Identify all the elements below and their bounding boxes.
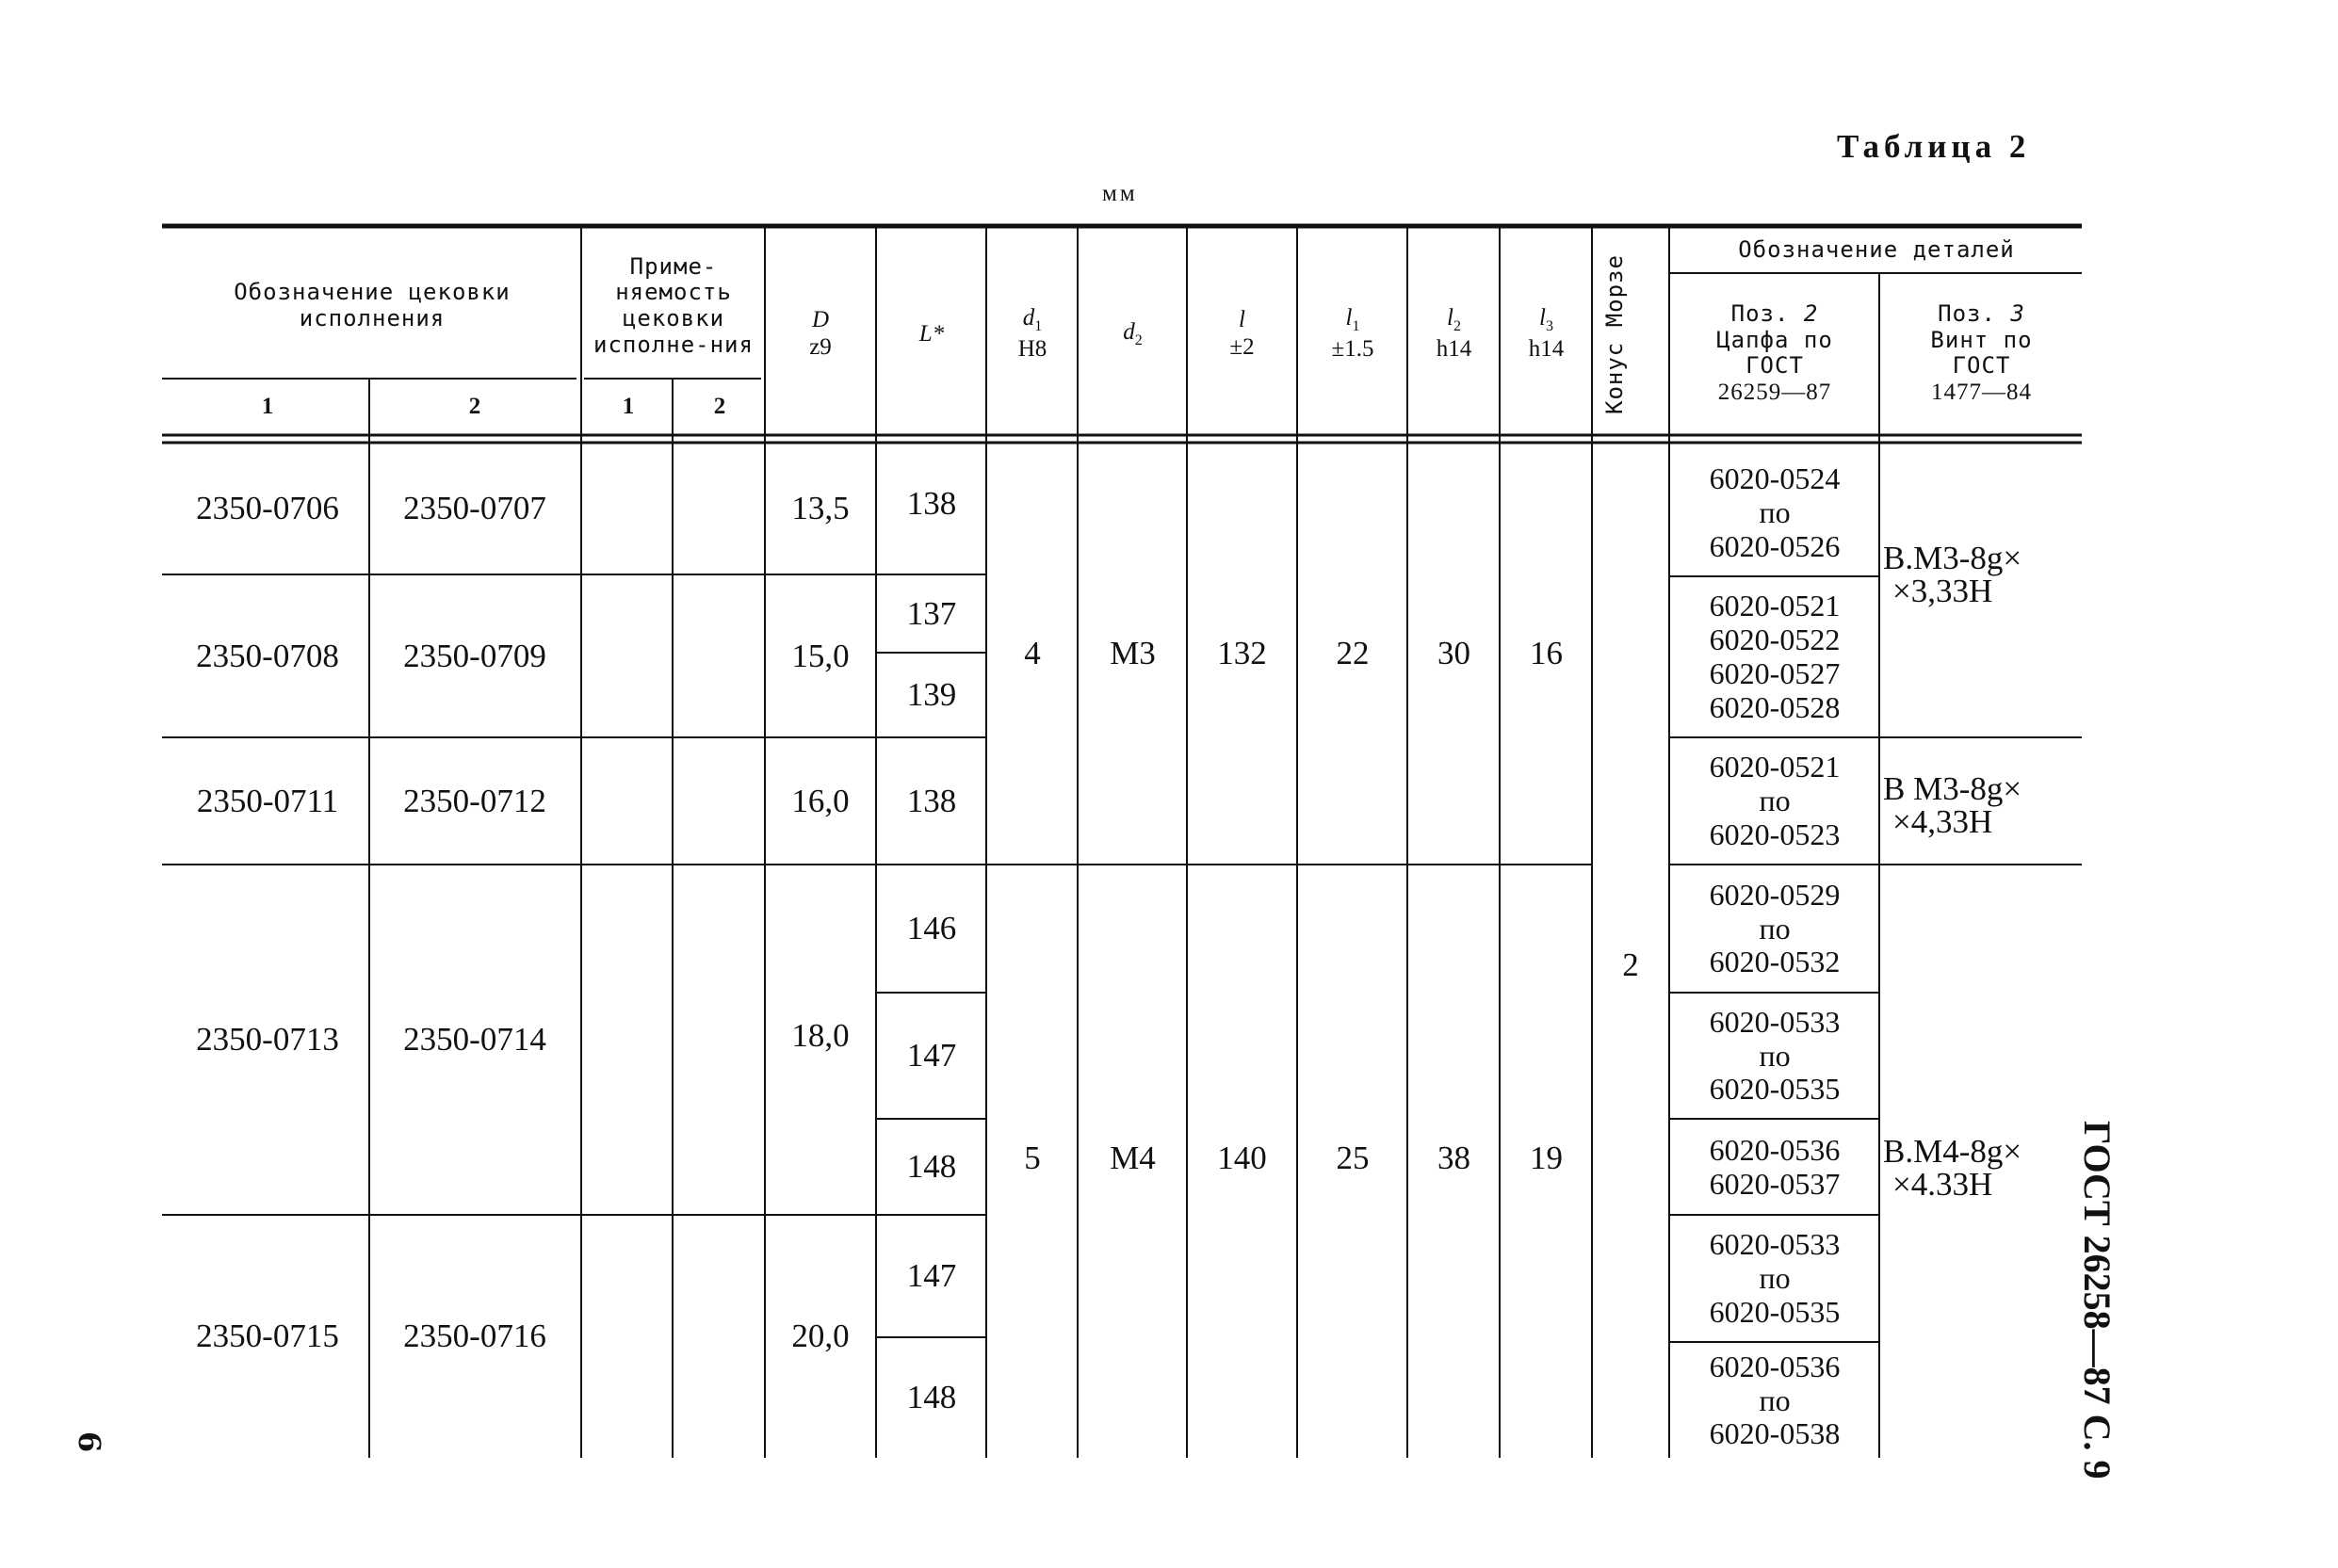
header-l3-symbol: l xyxy=(1539,305,1546,331)
header-applicability: Приме-няемость цековки исполне-ния xyxy=(593,252,754,358)
pos2-group-2 xyxy=(1671,578,1878,736)
header-applicability-sub1: 1 xyxy=(622,394,635,420)
pos2-1c: 6020-0526 xyxy=(1709,528,1841,563)
header-l xyxy=(1189,235,1295,433)
L-value-9: 148 xyxy=(906,1378,957,1415)
header-pos2 xyxy=(1671,275,1878,433)
header-l3-tolerance: h14 xyxy=(1528,335,1565,362)
header-D-symbol: D xyxy=(811,307,830,333)
header-d2-symbol: d xyxy=(1123,318,1135,345)
pos2-5c: 6020-0535 xyxy=(1709,1072,1841,1107)
pos2-7a: 6020-0533 xyxy=(1709,1227,1841,1262)
header-l-tolerance: ±2 xyxy=(1229,334,1255,360)
header-designation-sub1: 1 xyxy=(261,394,274,420)
row1-designation-2: 2350-0707 xyxy=(403,489,546,526)
pos2-group-8 xyxy=(1671,1344,1878,1458)
header-l2-tolerance: h14 xyxy=(1436,335,1472,362)
L-value-4: 138 xyxy=(906,782,957,819)
header-d1-tolerance: H8 xyxy=(1017,335,1047,362)
pos3-3a: B.M4-8g× xyxy=(1883,1133,2022,1170)
header-morse xyxy=(1594,235,1667,433)
header-D xyxy=(767,235,874,433)
row5-D: 20,0 xyxy=(791,1317,850,1354)
header-pos2-text: Цапфа по ГОСТ xyxy=(1716,326,1833,380)
groupA-d1: 4 xyxy=(1024,634,1041,671)
header-l2-symbol: l xyxy=(1447,305,1453,331)
pos3-group-1 xyxy=(1883,527,2081,622)
header-d2 xyxy=(1080,235,1186,433)
table-title: Таблица 2 xyxy=(1837,128,2031,165)
pos3-group-3 xyxy=(1883,1121,2081,1215)
pos2-3a: 6020-0521 xyxy=(1709,750,1841,784)
groupB-l: 140 xyxy=(1217,1139,1267,1176)
pos2-group-4 xyxy=(1671,866,1878,992)
pos2-2b: 6020-0522 xyxy=(1709,622,1841,657)
groupB-l2: 38 xyxy=(1437,1139,1470,1176)
header-designation: Обозначение цековки исполнения xyxy=(234,279,511,331)
header-d1-index: 1 xyxy=(1034,318,1043,335)
pos3-1b: ×3,33H xyxy=(1892,573,1993,609)
header-parts: Обозначение деталей xyxy=(1738,236,2015,264)
pos3-2b: ×4,33H xyxy=(1892,803,1993,840)
header-pos3-standard: 1477—84 xyxy=(1931,380,2032,406)
pos2-1a: 6020-0524 xyxy=(1709,461,1841,496)
groupB-d1: 5 xyxy=(1024,1139,1041,1176)
pos2-8b: по xyxy=(1759,1382,1791,1417)
pos2-3b: по xyxy=(1759,784,1791,818)
row3-designation-1: 2350-0711 xyxy=(196,782,339,819)
pos2-5a: 6020-0533 xyxy=(1709,1004,1841,1039)
row2-designation-1: 2350-0708 xyxy=(196,637,339,674)
pos3-1a: B.M3-8g× xyxy=(1883,540,2022,576)
row2-D: 15,0 xyxy=(791,637,850,674)
row3-designation-2: 2350-0712 xyxy=(403,782,546,819)
L-value-6: 147 xyxy=(906,1037,957,1075)
groupA-l1: 22 xyxy=(1336,634,1370,671)
header-l-symbol: l xyxy=(1239,307,1245,333)
header-pos3-text: Винт по ГОСТ xyxy=(1930,326,2033,380)
pos2-4c: 6020-0532 xyxy=(1709,945,1841,979)
header-D-tolerance: z9 xyxy=(809,334,832,360)
pos2-2c: 6020-0527 xyxy=(1709,656,1841,690)
pos3-3b: ×4.33H xyxy=(1892,1166,1993,1203)
pos2-5b: по xyxy=(1759,1038,1791,1073)
row4-D: 18,0 xyxy=(791,1016,850,1054)
header-pos3-label: Поз. xyxy=(1938,300,2011,328)
header-l1 xyxy=(1299,235,1406,433)
row4-designation-1: 2350-0713 xyxy=(196,1020,339,1058)
pos2-4a: 6020-0529 xyxy=(1709,877,1841,912)
header-pos3 xyxy=(1881,275,2082,433)
row5-designation-2: 2350-0716 xyxy=(403,1317,546,1354)
L-value-1: 138 xyxy=(906,484,957,522)
header-l2 xyxy=(1409,235,1499,433)
header-L-symbol: L* xyxy=(918,320,945,347)
pos2-4b: по xyxy=(1759,911,1791,946)
groupB-d2: M4 xyxy=(1110,1139,1156,1176)
header-l1-symbol: l xyxy=(1345,305,1353,331)
L-value-2: 137 xyxy=(906,594,957,632)
header-pos2-standard: 26259—87 xyxy=(1717,380,1832,406)
pos2-group-5 xyxy=(1671,994,1878,1118)
row1-D: 13,5 xyxy=(791,489,850,526)
header-l3-index: 3 xyxy=(1545,318,1553,335)
row4-designation-2: 2350-0714 xyxy=(403,1020,546,1058)
pos2-group-3 xyxy=(1671,739,1878,864)
morse-value: 2 xyxy=(1622,946,1639,983)
pos2-7c: 6020-0535 xyxy=(1709,1294,1841,1329)
side-caption: ГОСТ 26258—87 С. 9 xyxy=(2076,1121,2119,1479)
L-value-8: 147 xyxy=(906,1257,957,1295)
header-L xyxy=(878,235,985,433)
header-morse-label: Конус Морзе xyxy=(1601,254,1628,414)
pos2-7b: по xyxy=(1759,1261,1791,1296)
row3-D: 16,0 xyxy=(791,782,850,819)
header-pos2-number: 2 xyxy=(1803,300,1819,328)
header-pos3-number: 3 xyxy=(2010,300,2025,328)
units-label: мм xyxy=(1102,181,1138,206)
pos2-8c: 6020-0538 xyxy=(1709,1416,1841,1451)
L-value-7: 148 xyxy=(906,1148,957,1186)
pos2-2a: 6020-0521 xyxy=(1709,589,1841,623)
pos2-6a: 6020-0536 xyxy=(1709,1132,1841,1167)
header-d1 xyxy=(988,235,1077,433)
L-value-5: 146 xyxy=(906,910,957,947)
groupA-l: 132 xyxy=(1217,634,1267,671)
row2-designation-2: 2350-0709 xyxy=(403,637,546,674)
header-pos2-label: Поз. xyxy=(1730,300,1804,328)
pos2-2d: 6020-0528 xyxy=(1709,689,1841,724)
header-d2-index: 2 xyxy=(1134,331,1143,348)
pos2-group-7 xyxy=(1671,1217,1878,1341)
groupA-d2: M3 xyxy=(1110,634,1156,671)
pos3-group-2 xyxy=(1883,758,2081,852)
pos2-group-6 xyxy=(1671,1121,1878,1214)
header-l2-index: 2 xyxy=(1453,318,1461,335)
pos2-3c: 6020-0523 xyxy=(1709,816,1841,851)
L-value-3: 139 xyxy=(906,675,957,713)
groupA-l2: 30 xyxy=(1437,634,1470,671)
header-designation-sub2: 2 xyxy=(468,394,481,420)
row5-designation-1: 2350-0715 xyxy=(196,1317,339,1354)
header-l1-index: 1 xyxy=(1352,318,1360,335)
groupA-l3: 16 xyxy=(1530,634,1563,671)
groupB-l1: 25 xyxy=(1336,1139,1370,1176)
pos2-8a: 6020-0536 xyxy=(1709,1349,1841,1383)
groupB-l3: 19 xyxy=(1530,1139,1563,1176)
header-d1-symbol: d xyxy=(1022,305,1035,331)
header-l3 xyxy=(1502,235,1591,433)
pos2-1b: по xyxy=(1759,495,1791,530)
pos3-2a: B M3-8g× xyxy=(1883,770,2022,807)
pos2-6b: 6020-0537 xyxy=(1709,1166,1841,1201)
pos2-group-1 xyxy=(1671,452,1878,574)
header-applicability-sub2: 2 xyxy=(713,394,726,420)
page-number: 6 xyxy=(72,1431,107,1453)
row1-designation-1: 2350-0706 xyxy=(196,489,339,526)
header-l1-tolerance: ±1.5 xyxy=(1331,335,1374,362)
